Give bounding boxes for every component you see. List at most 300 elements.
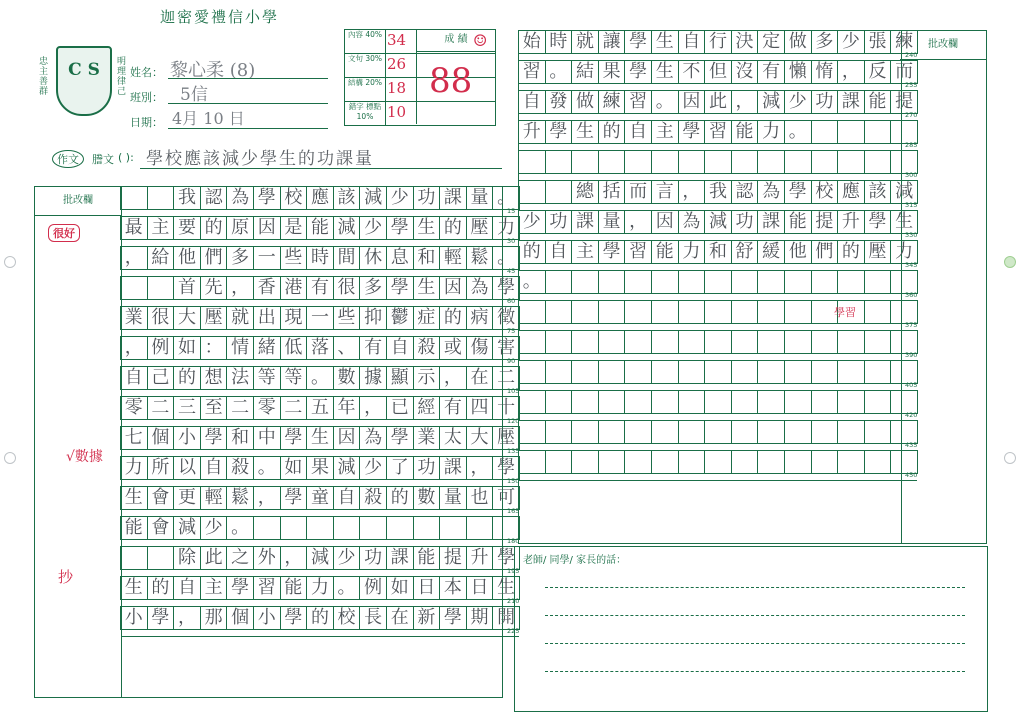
- grid-row: [519, 241, 918, 264]
- row-number: 30: [507, 237, 516, 245]
- grid-cell: [784, 451, 811, 474]
- grid-row: [121, 397, 520, 420]
- grid-cell: 開: [493, 607, 520, 630]
- grid-cell: [731, 151, 758, 174]
- grid-cell: [253, 517, 280, 540]
- grid-cell: 據: [360, 367, 387, 390]
- grid-spacer: [121, 360, 520, 367]
- grid-cell: [705, 151, 732, 174]
- score-value: 18: [387, 79, 407, 97]
- grid-cell: 也: [466, 487, 493, 510]
- grid-cell: 沒: [731, 61, 758, 84]
- grid-spacer-cell: [121, 600, 520, 607]
- grid-cell: [466, 517, 493, 540]
- grid-cell: [811, 121, 838, 144]
- grid-cell: 為: [758, 181, 785, 204]
- grid-row: [519, 391, 918, 414]
- grid-cell: [705, 451, 732, 474]
- grid-cell: 少: [838, 31, 865, 54]
- grid-cell: [598, 301, 625, 324]
- grid-cell: [864, 361, 891, 384]
- grid-cell: [519, 421, 546, 444]
- score-label: 內容 40%: [345, 30, 386, 53]
- grid-spacer-cell: [121, 210, 520, 217]
- grid-cell: 力: [121, 457, 148, 480]
- grid-cell: 為: [227, 187, 254, 210]
- grid-cell: 認: [731, 181, 758, 204]
- grid-row: [121, 187, 520, 210]
- row-number: 210: [507, 597, 520, 605]
- grid-cell: 練: [598, 91, 625, 114]
- margin-note-copy: 抄: [58, 568, 74, 586]
- grid-cell: 做: [784, 31, 811, 54]
- grid-row: [121, 457, 520, 480]
- grid-cell: 學: [545, 121, 572, 144]
- grid-spacer-cell: [121, 570, 520, 577]
- grid-cell: 太: [440, 427, 467, 450]
- grid-cell: 和: [227, 427, 254, 450]
- grid-cell: [625, 151, 652, 174]
- grid-cell: 功: [360, 547, 387, 570]
- grid-cell: ，: [121, 247, 148, 270]
- row-number: 45: [507, 267, 516, 275]
- grid-cell: [545, 421, 572, 444]
- grid-cell: 校: [333, 607, 360, 630]
- grid-spacer: [121, 330, 520, 337]
- grid-spacer-cell: [519, 204, 918, 211]
- row-number: 165: [507, 507, 520, 515]
- grid-spacer: [121, 510, 520, 517]
- grid-cell: 因: [253, 217, 280, 240]
- grid-cell: ，: [360, 397, 387, 420]
- grid-cell: 應: [307, 187, 334, 210]
- grid-spacer-cell: [121, 300, 520, 307]
- grid-cell: 該: [333, 187, 360, 210]
- grid-cell: 經: [413, 397, 440, 420]
- grid-cell: 落: [307, 337, 334, 360]
- grid-cell: 等: [280, 367, 307, 390]
- grid-cell: 學: [493, 277, 520, 300]
- grid-cell: 量: [598, 211, 625, 234]
- grid-row: [121, 427, 520, 450]
- grid-cell: 的: [200, 217, 227, 240]
- grid-spacer-cell: [121, 480, 520, 487]
- grid-cell: [545, 301, 572, 324]
- grid-cell: 二: [493, 367, 520, 390]
- feedback-line: [545, 671, 965, 672]
- grid-cell: 能: [307, 217, 334, 240]
- praise-stamp: 很好: [48, 224, 80, 242]
- grid-cell: 現: [280, 307, 307, 330]
- grid-cell: 的: [174, 367, 201, 390]
- grid-cell: 他: [174, 247, 201, 270]
- grid-cell: [598, 151, 625, 174]
- grid-cell: 鬱: [386, 307, 413, 330]
- grid-cell: 長: [360, 607, 387, 630]
- row-number: 255: [905, 81, 918, 89]
- correction-note: 學習: [834, 306, 856, 319]
- grid-cell: [758, 271, 785, 294]
- grid-cell: 功: [811, 91, 838, 114]
- grid-cell: 結: [572, 61, 599, 84]
- grid-cell: 童: [307, 487, 334, 510]
- logo-letters: C S: [68, 60, 100, 80]
- grid-cell: 能: [413, 547, 440, 570]
- grid-cell: 學: [440, 607, 467, 630]
- grid-cell: [784, 301, 811, 324]
- grid-cell: [864, 331, 891, 354]
- grid-spacer: [519, 144, 918, 151]
- grid-cell: [731, 421, 758, 444]
- grid-cell: 少: [360, 457, 387, 480]
- grid-cell: [705, 361, 732, 384]
- grid-cell: [758, 301, 785, 324]
- grid-cell: ，: [253, 487, 280, 510]
- grid-cell: 習: [705, 121, 732, 144]
- grid-cell: 懶: [784, 61, 811, 84]
- grid-spacer-cell: [519, 414, 918, 421]
- grid-cell: [440, 517, 467, 540]
- row-number: 60: [507, 297, 516, 305]
- name-underline: [168, 78, 328, 79]
- grid-cell: 課: [838, 91, 865, 114]
- grid-cell: 或: [440, 337, 467, 360]
- grid-cell: 例: [360, 577, 387, 600]
- row-number: 75: [507, 327, 516, 335]
- grid-cell: 該: [864, 181, 891, 204]
- grid-row: [121, 547, 520, 570]
- row-number: 15: [507, 207, 516, 215]
- grid-cell: 壓: [466, 217, 493, 240]
- grid-cell: ，: [678, 181, 705, 204]
- grid-cell: 先: [200, 277, 227, 300]
- grid-spacer: [121, 600, 520, 607]
- grid-cell: [731, 391, 758, 414]
- score-value: 34: [387, 31, 407, 49]
- topic-bracket: ( ):: [118, 151, 134, 164]
- grid-cell: 的: [307, 607, 334, 630]
- grid-cell: 少: [333, 547, 360, 570]
- grid-cell: 休: [360, 247, 387, 270]
- grid-cell: [147, 187, 174, 210]
- grid-cell: [784, 151, 811, 174]
- grid-cell: 能: [121, 517, 148, 540]
- grid-cell: [598, 331, 625, 354]
- grid-cell: 括: [598, 181, 625, 204]
- grid-cell: 如: [174, 337, 201, 360]
- grid-cell: [838, 121, 865, 144]
- grid-cell: 。: [307, 367, 334, 390]
- grid-row: [519, 61, 918, 84]
- grid-row: [519, 151, 918, 174]
- grid-cell: [731, 301, 758, 324]
- grid-cell: 張: [864, 31, 891, 54]
- grid-cell: 們: [811, 241, 838, 264]
- grid-cell: 二: [147, 397, 174, 420]
- grid-cell: ，: [466, 457, 493, 480]
- grid-spacer-cell: [519, 144, 918, 151]
- grid-cell: 壓: [200, 307, 227, 330]
- grid-cell: 四: [466, 397, 493, 420]
- grid-cell: [147, 277, 174, 300]
- grid-spacer: [121, 480, 520, 487]
- grid-cell: 力: [678, 241, 705, 264]
- grid-cell: 為: [678, 211, 705, 234]
- grid-cell: 減: [174, 517, 201, 540]
- grid-cell: [838, 391, 865, 414]
- grid-cell: 少: [360, 217, 387, 240]
- grid-cell: [625, 391, 652, 414]
- grid-cell: 零: [121, 397, 148, 420]
- row-number: 120: [507, 417, 520, 425]
- row-number: 330: [905, 231, 918, 239]
- grid-cell: 的: [440, 307, 467, 330]
- grid-cell: 提: [891, 91, 918, 114]
- grid-spacer: [519, 84, 918, 91]
- grid-cell: 。: [651, 91, 678, 114]
- grid-cell: 減: [705, 211, 732, 234]
- grid-cell: [864, 151, 891, 174]
- grid-row: [121, 607, 520, 630]
- grid-cell: 的: [386, 487, 413, 510]
- grid-cell: 二: [280, 397, 307, 420]
- grid-cell: 課: [758, 211, 785, 234]
- row-number: 195: [507, 567, 520, 575]
- grid-row: [121, 217, 520, 240]
- grid-cell: [838, 451, 865, 474]
- grid-cell: 減: [360, 187, 387, 210]
- grid-cell: [572, 361, 599, 384]
- grid-cell: 可: [493, 487, 520, 510]
- grid-spacer: [519, 114, 918, 121]
- grid-cell: 年: [333, 397, 360, 420]
- grid-cell: [519, 361, 546, 384]
- grid-cell: [545, 361, 572, 384]
- grid-cell: 如: [280, 457, 307, 480]
- grid-row: [519, 271, 918, 294]
- grid-cell: [758, 151, 785, 174]
- grid-cell: 有: [758, 61, 785, 84]
- grid-cell: 習: [253, 577, 280, 600]
- grid-cell: 。: [493, 187, 520, 210]
- motto-left: 忠主善群: [37, 56, 47, 96]
- grid-cell: 零: [253, 397, 280, 420]
- grid-spacer: [519, 384, 918, 391]
- grid-cell: [705, 271, 732, 294]
- feedback-line: [545, 615, 965, 616]
- grid-cell: [651, 451, 678, 474]
- grid-cell: [625, 331, 652, 354]
- grid-spacer-cell: [519, 444, 918, 451]
- grid-cell: [572, 421, 599, 444]
- grid-cell: [864, 271, 891, 294]
- grid-cell: [864, 391, 891, 414]
- grid-cell: 功: [731, 211, 758, 234]
- grid-cell: 本: [440, 577, 467, 600]
- grid-cell: 讓: [598, 31, 625, 54]
- grid-row: [519, 121, 918, 144]
- grid-cell: 二: [227, 397, 254, 420]
- grid-cell: 課: [386, 547, 413, 570]
- grid-cell: [838, 331, 865, 354]
- grid-cell: 殺: [227, 457, 254, 480]
- grid-cell: [811, 421, 838, 444]
- grid-cell: 想: [200, 367, 227, 390]
- grid-cell: 生: [572, 121, 599, 144]
- grid-cell: 在: [386, 607, 413, 630]
- grid-spacer-cell: [519, 384, 918, 391]
- grid-cell: 自: [678, 31, 705, 54]
- grid-cell: 大: [466, 427, 493, 450]
- grid-cell: [838, 271, 865, 294]
- grid-cell: 病: [466, 307, 493, 330]
- grid-cell: [678, 391, 705, 414]
- left-writing-grid: [120, 186, 520, 637]
- grid-cell: [838, 151, 865, 174]
- grid-row: [519, 451, 918, 474]
- grid-cell: 一: [253, 247, 280, 270]
- grid-cell: 少: [386, 187, 413, 210]
- grid-spacer: [519, 354, 918, 361]
- grid-cell: 息: [386, 247, 413, 270]
- comment-column-label: 批改欄: [900, 31, 986, 60]
- grid-spacer-cell: [121, 450, 520, 457]
- grid-cell: 小: [174, 427, 201, 450]
- grid-cell: [545, 331, 572, 354]
- row-number: 360: [905, 291, 918, 299]
- grid-cell: 功: [413, 457, 440, 480]
- grid-row: [519, 31, 918, 54]
- row-number: 420: [905, 411, 918, 419]
- grid-cell: 課: [440, 187, 467, 210]
- grid-row: [121, 367, 520, 390]
- feedback-box: [514, 546, 988, 712]
- grid-spacer-cell: [121, 510, 520, 517]
- row-number: 405: [905, 381, 918, 389]
- grid-cell: [784, 331, 811, 354]
- grid-cell: 、: [333, 337, 360, 360]
- grid-cell: 。: [227, 517, 254, 540]
- grid-cell: 示: [413, 367, 440, 390]
- grid-cell: [598, 271, 625, 294]
- grid-cell: 學: [280, 607, 307, 630]
- grid-cell: 能: [784, 211, 811, 234]
- grid-cell: 生: [413, 277, 440, 300]
- grid-cell: [678, 421, 705, 444]
- grid-cell: 至: [200, 397, 227, 420]
- grid-cell: 徵: [493, 307, 520, 330]
- grid-spacer: [519, 234, 918, 241]
- grid-cell: 給: [147, 247, 174, 270]
- grid-cell: 抑: [360, 307, 387, 330]
- left-comment-column: [34, 186, 122, 698]
- punch-hole: [1004, 452, 1016, 464]
- grid-cell: [705, 301, 732, 324]
- grid-cell: 功: [413, 187, 440, 210]
- name-value: 黎心柔 (8): [170, 60, 256, 81]
- grid-cell: 緩: [758, 241, 785, 264]
- grid-cell: [598, 451, 625, 474]
- grid-cell: [811, 361, 838, 384]
- grid-cell: 功: [545, 211, 572, 234]
- grid-cell: 總: [572, 181, 599, 204]
- grid-cell: 自: [545, 241, 572, 264]
- grid-cell: 最: [121, 217, 148, 240]
- grid-cell: [572, 301, 599, 324]
- grid-spacer-cell: [519, 324, 918, 331]
- grid-cell: 生: [413, 217, 440, 240]
- grid-cell: [678, 151, 705, 174]
- grid-spacer: [121, 630, 520, 637]
- grid-row: [519, 361, 918, 384]
- grid-cell: 自: [386, 337, 413, 360]
- grid-cell: 提: [811, 211, 838, 234]
- grid-cell: 力: [493, 217, 520, 240]
- grid-row: [121, 517, 520, 540]
- grid-cell: [519, 181, 546, 204]
- grid-cell: [811, 271, 838, 294]
- grid-cell: [625, 361, 652, 384]
- grid-cell: 港: [280, 277, 307, 300]
- grid-cell: [598, 421, 625, 444]
- grid-spacer: [519, 414, 918, 421]
- grid-row: [121, 247, 520, 270]
- grid-cell: 殺: [360, 487, 387, 510]
- grid-row: [121, 577, 520, 600]
- grid-cell: 些: [333, 307, 360, 330]
- grid-cell: 升: [519, 121, 546, 144]
- grid-cell: 始: [519, 31, 546, 54]
- grid-cell: [758, 421, 785, 444]
- grid-cell: [784, 391, 811, 414]
- grid-cell: 首: [174, 277, 201, 300]
- grid-spacer: [519, 324, 918, 331]
- grid-cell: 原: [227, 217, 254, 240]
- grid-cell: 學: [493, 457, 520, 480]
- grid-cell: [519, 151, 546, 174]
- grid-cell: 一: [307, 307, 334, 330]
- grid-cell: 學: [386, 277, 413, 300]
- grid-cell: 大: [174, 307, 201, 330]
- grid-cell: 因: [678, 91, 705, 114]
- grid-cell: [705, 331, 732, 354]
- grid-spacer: [519, 174, 918, 181]
- grid-cell: [838, 361, 865, 384]
- grid-spacer-cell: [121, 270, 520, 277]
- grid-row: [519, 331, 918, 354]
- grid-cell: 更: [174, 487, 201, 510]
- grid-cell: 主: [200, 577, 227, 600]
- grid-cell: 傷: [466, 337, 493, 360]
- grid-cell: 學: [200, 427, 227, 450]
- grid-cell: 力: [307, 577, 334, 600]
- grid-cell: 學: [227, 577, 254, 600]
- comment-column-label: 批改欄: [35, 187, 121, 216]
- grid-cell: 情: [227, 337, 254, 360]
- grid-row: [121, 307, 520, 330]
- grid-spacer: [121, 450, 520, 457]
- grid-cell: [758, 331, 785, 354]
- grid-cell: 顯: [386, 367, 413, 390]
- grid-cell: 會: [147, 517, 174, 540]
- punch-hole: [4, 256, 16, 268]
- grid-cell: 自: [200, 457, 227, 480]
- grid-cell: [678, 451, 705, 474]
- grid-cell: 時: [307, 247, 334, 270]
- grid-cell: 因: [651, 211, 678, 234]
- grid-cell: 自: [625, 121, 652, 144]
- grid-cell: 些: [280, 247, 307, 270]
